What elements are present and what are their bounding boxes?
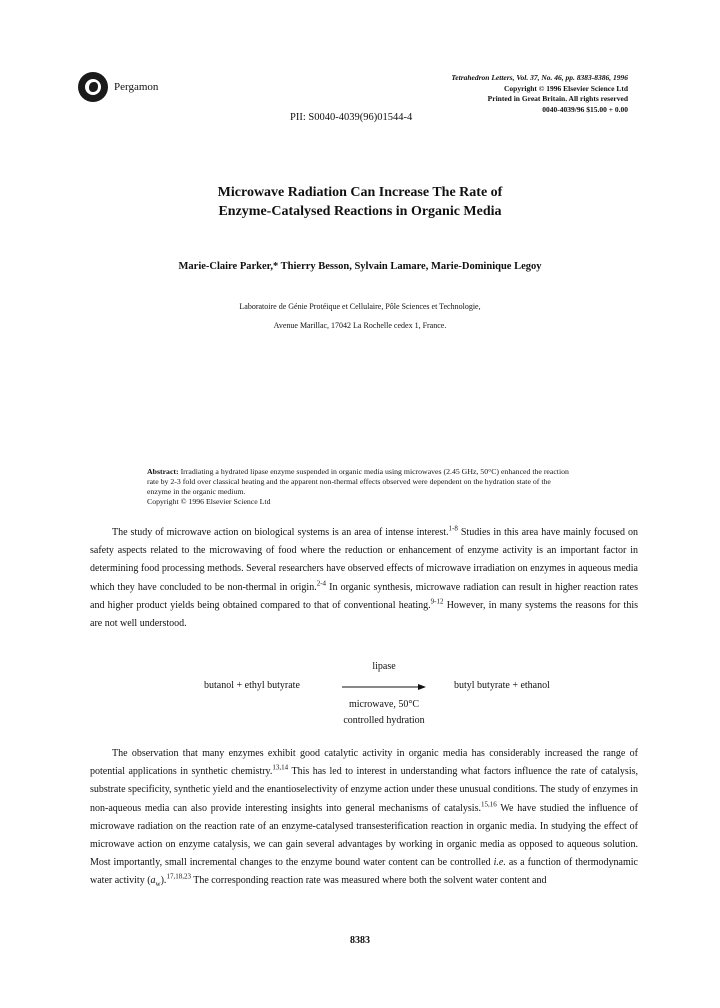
citation-ref: 13,14 [272,763,289,772]
journal-copyright: Copyright © 1996 Elsevier Science Ltd [504,83,628,93]
p1-text-a: The study of microwave action on biological systems is an area of intense interest. [112,527,449,538]
publisher-logo [78,72,158,102]
p2-text-b: This has led to interest in understanding what factors influence the rate of catalysis, substrate specificity, synthetic yield and the enantioselectivity of enzyme action under these unusual conditions. The study of enzymes in non-aqueous media can also provide interesting insights into general mechanisms of catalysis. [90,766,638,814]
abstract-body [147,467,577,497]
affiliation [0,297,720,335]
abstract-text: Irradiating a hydrated lipase enzyme suspended in organic media using microwaves (2.45 GHz, 50°C) enhanced the reaction rate by 2-3 fold over classical heating and the apparent non-thermal effects observed were dependent on the hydration state of the enzyme in the organic medium. [147,467,569,496]
affiliation-line-2: Avenue Marillac, 17042 La Rochelle cedex 1, France. [273,321,447,330]
journal-info [451,73,628,115]
p2-ie: i.e. [493,857,506,869]
page-number: 8383 [350,935,370,946]
journal-price: 0040-4039/96 $15.00 + 0.00 [542,104,628,114]
reaction-condition-2: controlled hydration [343,715,425,726]
p1-text-b: Studies in this area have mainly focused on safety aspects related to the microwaving of food where the reduction or enhancement of enzyme activity is an important factor in determining food processing methods. Several researchers have observed effects of microwave irradiation on enzymes in aqueous media which they have concluded to be non-thermal in origin. [90,527,638,593]
p2-text-f: The corresponding reaction rate was measured where both the solvent water content and [190,875,547,887]
author-list: Marie-Claire Parker,* Thierry Besson, Sylvain Lamare, Marie-Dominique Legoy [178,261,542,272]
p2-text-d: as a function of thermodynamic water activity ( [90,857,638,887]
reaction-reactants: butanol + ethyl butyrate [204,680,300,691]
publisher-name: Pergamon [114,81,159,93]
reaction-conditions [320,697,448,729]
abstract-copyright: Copyright © 1996 Elsevier Science Ltd [147,497,271,506]
body-paragraph-2 [90,745,638,894]
p2-text-c: We have studied the influence of microwave radiation on the reaction rate of an enzyme-catalysed transesterification reaction in organic media. In studying the effect of microwave action on enzyme catalysis, we can gain several advantages by working in organic media as opposed to aqueous solution. Most importantly, small incremental changes to the enzyme bound water content can be controlled [90,802,638,869]
citation-ref: 15,16 [480,800,497,809]
abstract-label: Abstract: [147,467,179,476]
reaction-products: butyl butyrate + ethanol [454,680,550,691]
pii-identifier: PII: S0040-4039(96)01544-4 [290,112,413,123]
citation-ref: 9-12 [430,597,444,606]
abstract [147,467,577,507]
p1-text-d: However, in many systems the reasons for this are not well understood. [90,599,638,630]
body-paragraph-1 [90,524,638,633]
pergamon-logo-icon [78,72,108,102]
affiliation-line-1: Laboratoire de Génie Protéique et Cellulaire, Pôle Sciences et Technologie, [239,302,481,311]
citation-ref: 17,18,23 [166,873,191,882]
article-title [0,183,720,221]
journal-citation: Tetrahedron Letters, Vol. 37, No. 46, pp. 8383-8386, 1996 [451,73,628,82]
reaction-catalyst: lipase [372,661,396,672]
reaction-arrow-icon [342,680,426,694]
p1-text-c: In organic synthesis, microwave radiation can result in higher reaction rates and higher product yields being obtained compared to that of conventional heating. [90,581,638,611]
p2-text-e: ). [160,875,167,887]
title-line-2: Enzyme-Catalysed Reactions in Organic Media [218,204,502,219]
citation-ref: 1-8 [448,524,458,533]
journal-printed: Printed in Great Britain. All rights reserved [487,94,628,103]
p2-text-a: The observation that many enzymes exhibit good catalytic activity in organic media has considerably increased the range of potential applications in synthetic chemistry. [90,748,638,778]
citation-ref: 2-4 [316,579,327,588]
water-activity-subscript: w [155,880,161,889]
title-line-1: Microwave Radiation Can Increase The Rate of [217,185,503,200]
reaction-condition-1: microwave, 50°C [348,699,420,710]
water-activity-symbol: a [150,875,156,887]
